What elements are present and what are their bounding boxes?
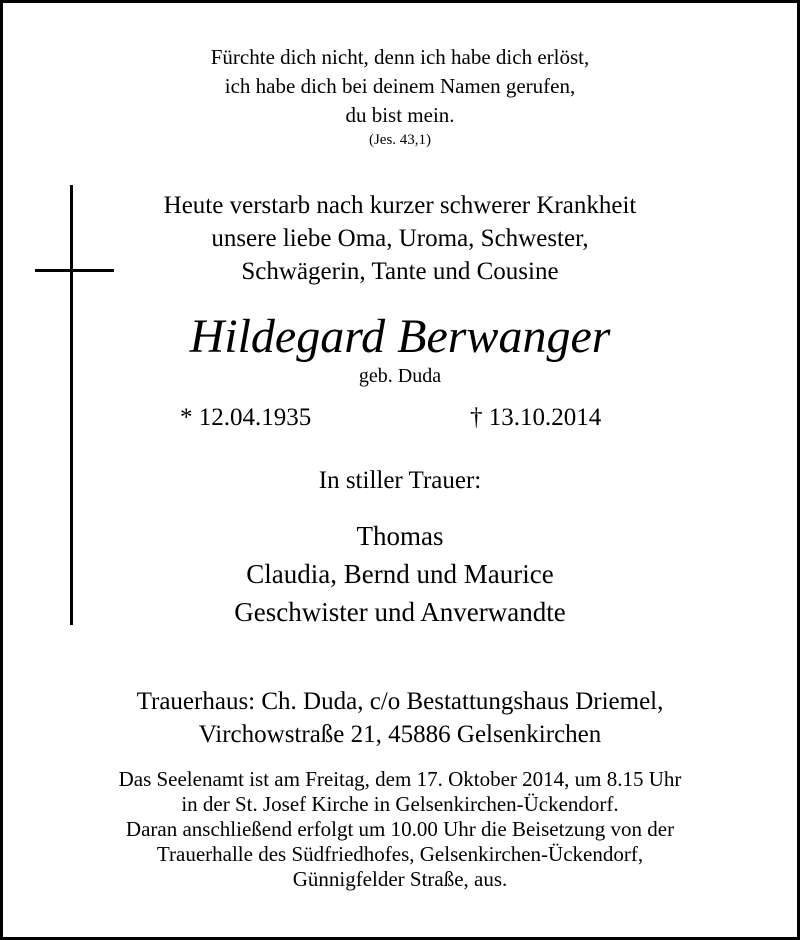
mourner-name: Claudia, Bernd und Maurice (246, 559, 554, 589)
bible-verse (3, 43, 797, 150)
verse-line-2: ich habe dich bei deinem Namen gerufen, (224, 74, 576, 98)
verse-line-3: du bist mein. (345, 103, 455, 127)
service-line-2: in der St. Josef Kirche in Gelsenkirchen-Ückendorf. (181, 792, 619, 816)
service-line-3: Daran anschließend erfolgt um 10.00 Uhr die Beisetzung von der (125, 817, 675, 841)
announcement-text (3, 189, 797, 288)
address-line-1: Trauerhaus: Ch. Duda, c/o Bestattungshaus Driemel, (136, 688, 664, 715)
verse-reference: (Jes. 43,1) (368, 132, 432, 148)
birth-date: * 12.04.1935 (180, 404, 312, 431)
maiden-name: geb. Duda (358, 365, 442, 387)
mourning-heading: In stiller Trauer: (318, 467, 482, 494)
announcement-line-3: Schwägerin, Tante und Cousine (241, 258, 559, 285)
deceased-name: Hildegard Berwanger (189, 310, 611, 363)
service-line-5: Günnigfelder Straße, aus. (292, 867, 508, 891)
mourner-name: Thomas (356, 521, 444, 551)
funeral-service-details (3, 767, 797, 892)
announcement-line-1: Heute verstarb nach kurzer schwerer Krankheit (163, 192, 637, 219)
mourner-name: Geschwister und Anverwandte (234, 597, 566, 627)
death-date: † 13.10.2014 (470, 404, 602, 431)
service-line-1: Das Seelenamt ist am Freitag, dem 17. Oktober 2014, um 8.15 Uhr (118, 767, 682, 791)
mourner-names (3, 517, 797, 631)
verse-line-1: Fürchte dich nicht, denn ich habe dich erlöst, (210, 45, 590, 69)
mourning-house-address (3, 685, 797, 751)
address-line-2: Virchowstraße 21, 45886 Gelsenkirchen (198, 721, 602, 748)
life-dates (3, 401, 797, 435)
service-line-4: Trauerhalle des Südfriedhofes, Gelsenkirchen-Ückendorf, (156, 842, 644, 866)
announcement-line-2: unsere liebe Oma, Uroma, Schwester, (211, 225, 589, 252)
